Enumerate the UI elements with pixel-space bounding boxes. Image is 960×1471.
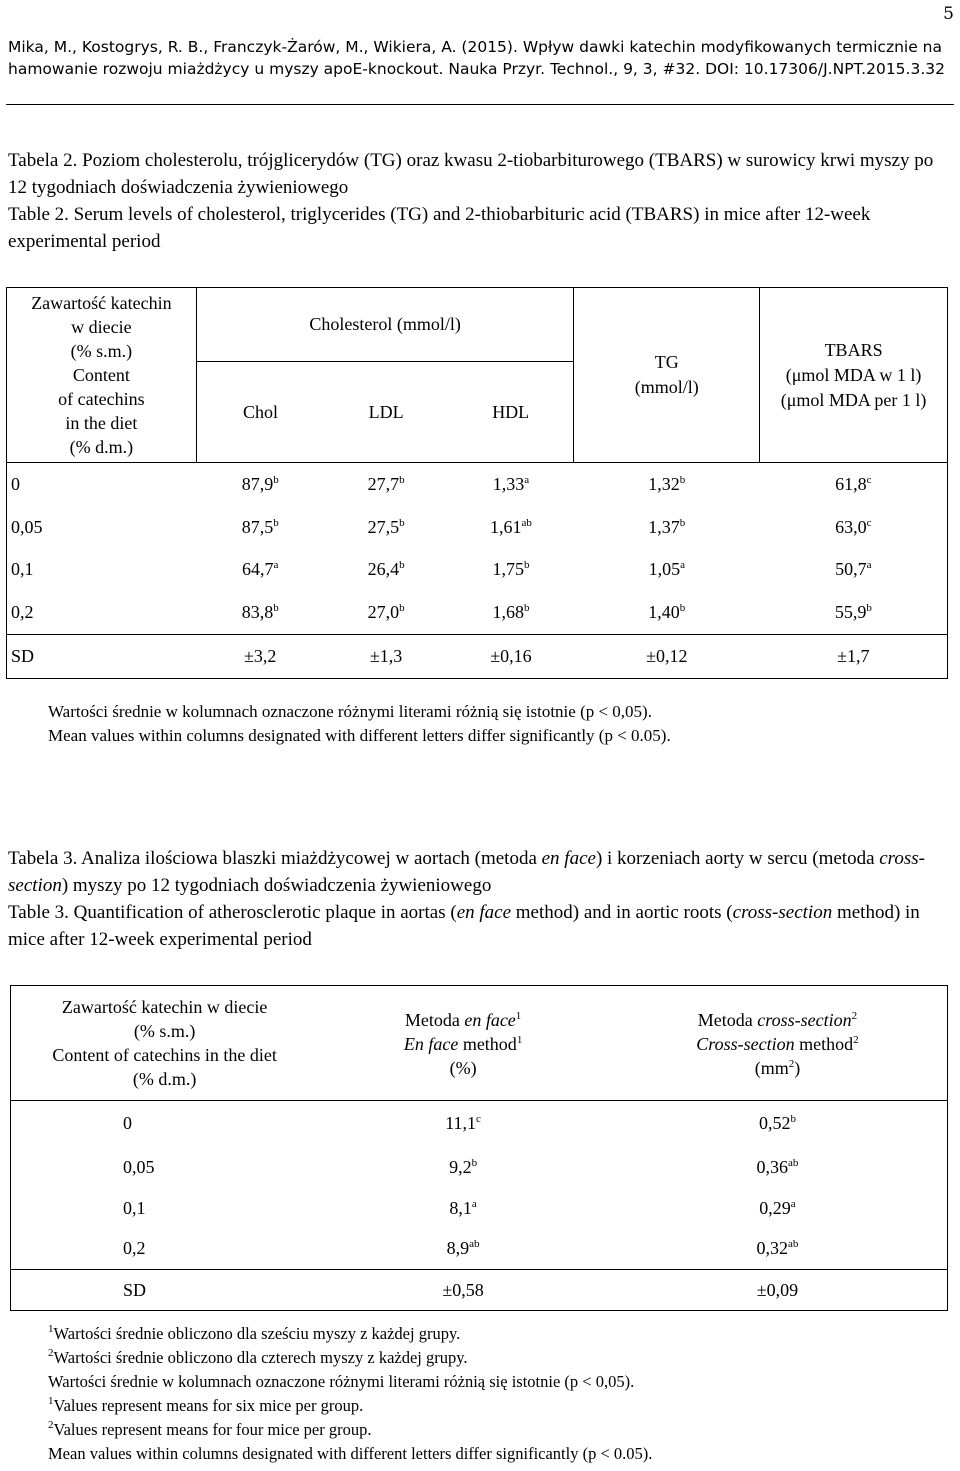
- table2-header-cholesterol: Cholesterol (mmol/l): [196, 288, 574, 362]
- table-row: 0,2 83,8$^b$ 27,0$^b$ 1,68$^b$ 1,40$^b$ 55,9$^b$: [11, 601, 872, 622]
- table-row: 0,05 87,5$^b$ 27,5$^b$ 1,61$^{ab}$ 1,37$^b$ 63,0$^c$: [11, 517, 872, 537]
- table2: [6, 287, 948, 679]
- table3-header-cross: Metoda cross-section$^2$ Cross-section method$^2$ $(mm^2)$: [608, 986, 948, 1101]
- table3-header-enface: Metoda en face$^1$ En face method$^1$ (%): [318, 986, 608, 1101]
- table-row: 0,1 64,7$^a$ 26,4$^b$ 1,75$^b$ 1,05$^a$ 50,7$^a$: [11, 559, 872, 579]
- table2-caption: [8, 147, 952, 255]
- table3-caption-en: Table 3. Quantification of atherosclerotic plaque in aortas (en face method) and in aortic roots (cross-section method) in mice after 12-week experimental period: [8, 902, 920, 950]
- table-row: 0,05 9,2$^b$ 0,36$^{ab}$: [123, 1156, 799, 1177]
- table2-caption-en: Table 2. Serum levels of cholesterol, triglycerides (TG) and 2-thiobarbituric acid (TBARS) in mice after 12-week experimental period: [8, 204, 871, 252]
- table2-header-content: Zawartość katechin w diecie (% s.m.) Content of catechins in the diet (% d.m.): [7, 288, 197, 463]
- table2-header-chol: Chol: [196, 362, 324, 463]
- table-row: 0,2 8,9$^{ab}$ 0,32$^{ab}$: [123, 1238, 799, 1259]
- table2-header-hdl: HDL: [448, 362, 574, 463]
- table3-header-content: Zawartość katechin w diecie (% s.m.) Content of catechins in the diet (% d.m.): [11, 986, 319, 1101]
- table-row: 0,1 8,1$^a$ 0,29$^a$: [123, 1197, 796, 1218]
- table3-sd-row: SD ±0,58 ±0,09: [11, 1270, 948, 1311]
- table3: [10, 985, 948, 1311]
- table2-header-tg: TG (mmol/l): [574, 288, 760, 463]
- table2-header-tbars: TBARS (μmol MDA w 1 l) (μmol MDA per 1 l): [760, 288, 948, 463]
- table2-header-ldl: LDL: [324, 362, 448, 463]
- page-number: 5: [943, 4, 954, 24]
- table3-notes: $^1$Wartości średnie obliczono dla sześciu myszy z każdej grupy. $^2$Wartości średnie obliczono dla czterech myszy z każdej grupy. Wartości średnie w kolumnach oznaczone różnymi literami różnią się istotnie (p < 0,05). $^1$Values represent means for six mice per group. $^2$Values represent means for four mice per group. Mean values within columns designated with different letters differ significantly (p < 0.05).: [48, 1323, 653, 1463]
- table-row: 0 11,1$^c$ 0,52$^b$: [123, 1113, 796, 1134]
- citation-header: Mika, M., Kostogrys, R. B., Franczyk-Żarów, M., Wikiera, A. (2015). Wpływ dawki katechin modyfikowanych termicznie na hamowanie rozwoju miażdżycy u myszy apoE-knockout. Nauka Przyr. Technol., 9, 3, #32. DOI: 10.17306/J.NPT.2015.3.32: [8, 38, 945, 78]
- table3-caption-pl: Tabela 3. Analiza ilościowa blaszki miażdżycowej w aortach (metoda en face) i korzeniach aorty w sercu (metoda cross-section) myszy po 12 tygodniach doświadczenia żywieniowego: [8, 848, 925, 896]
- table2-sd-row: SD ±3,2 ±1,3 ±0,16 ±0,12 ±1,7: [7, 635, 948, 679]
- table2-notes: Wartości średnie w kolumnach oznaczone różnymi literami różnią się istotnie (p < 0,05). Mean values within columns designated with different letters differ significantly (p < 0.05).: [48, 702, 671, 745]
- table2-caption-pl: Tabela 2. Poziom cholesterolu, trójglicerydów (TG) oraz kwasu 2-tiobarbiturowego (TBARS) w surowicy krwi myszy po 12 tygodniach doświadczenia żywieniowego: [8, 150, 934, 198]
- table3-caption: [8, 845, 952, 953]
- table-row: 0 87,9$^b$ 27,7$^b$ 1,33$^a$ 1,32$^b$ 61,8$^c$: [11, 474, 872, 495]
- header-rule: [6, 104, 954, 105]
